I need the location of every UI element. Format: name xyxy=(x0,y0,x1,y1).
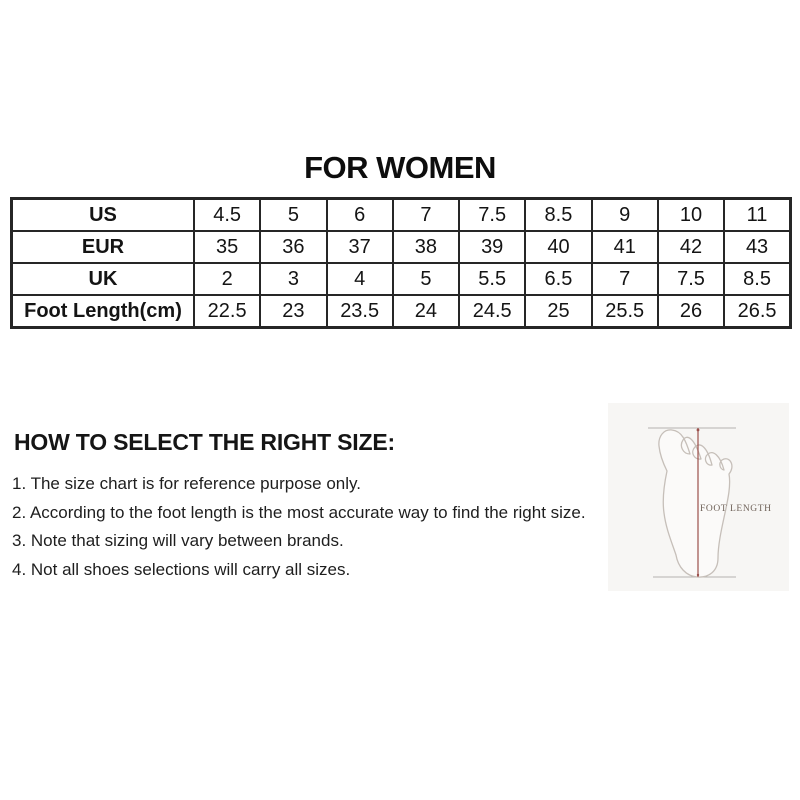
page-title: FOR WOMEN xyxy=(304,150,496,185)
size-cell: 24 xyxy=(393,295,459,328)
size-cell: 40 xyxy=(525,231,591,263)
howto-item: 3. Note that sizing will vary between brands. xyxy=(12,531,344,550)
row-header-cell: EUR xyxy=(12,231,195,263)
size-cell: 23.5 xyxy=(327,295,393,328)
size-cell: 41 xyxy=(592,231,658,263)
size-cell: 43 xyxy=(724,231,790,263)
size-cell: 37 xyxy=(327,231,393,263)
size-cell: 8.5 xyxy=(525,199,591,232)
size-cell: 25.5 xyxy=(592,295,658,328)
size-cell: 42 xyxy=(658,231,724,263)
size-cell: 36 xyxy=(260,231,326,263)
size-cell: 26 xyxy=(658,295,724,328)
howto-item: 4. Not all shoes selections will carry all sizes. xyxy=(12,559,351,579)
row-header-cell: Foot Length(cm) xyxy=(12,295,195,328)
row-header-cell: UK xyxy=(12,263,195,295)
size-cell: 11 xyxy=(724,199,790,232)
size-cell: 25 xyxy=(525,295,591,328)
size-cell: 6 xyxy=(327,199,393,232)
howto-item: 2. According to the foot length is the most accurate way to find the right size. xyxy=(12,502,586,522)
measure-line-bottom-marker xyxy=(697,574,699,576)
howto-list xyxy=(12,470,612,584)
foot-length-label: FOOT LENGTH xyxy=(700,504,772,514)
size-cell: 4 xyxy=(327,263,393,295)
foot-measurement-diagram xyxy=(608,403,789,591)
size-cell: 4.5 xyxy=(194,199,260,232)
table-row-footlength xyxy=(12,295,791,328)
size-cell: 26.5 xyxy=(724,295,790,328)
size-cell: 3 xyxy=(260,263,326,295)
table-row-us xyxy=(12,199,791,232)
table-row-uk xyxy=(12,263,791,295)
size-cell: 7 xyxy=(393,199,459,232)
size-conversion-table xyxy=(10,197,792,329)
size-cell: 7.5 xyxy=(658,263,724,295)
size-cell: 7 xyxy=(592,263,658,295)
size-cell: 39 xyxy=(459,231,525,263)
size-cell: 5.5 xyxy=(459,263,525,295)
size-cell: 10 xyxy=(658,199,724,232)
size-cell: 7.5 xyxy=(459,199,525,232)
size-cell: 22.5 xyxy=(194,295,260,328)
size-cell: 5 xyxy=(260,199,326,232)
size-cell: 24.5 xyxy=(459,295,525,328)
size-cell: 9 xyxy=(592,199,658,232)
size-cell: 2 xyxy=(194,263,260,295)
howto-heading: HOW TO SELECT THE RIGHT SIZE: xyxy=(14,429,395,455)
size-cell: 8.5 xyxy=(724,263,790,295)
size-cell: 35 xyxy=(194,231,260,263)
howto-item: 1. The size chart is for reference purpose only. xyxy=(12,474,361,493)
size-cell: 6.5 xyxy=(525,263,591,295)
measure-line-top-marker xyxy=(697,429,700,432)
row-header-cell: US xyxy=(12,199,195,232)
foot-outline-illustration xyxy=(608,403,789,591)
table-row-eur xyxy=(12,231,791,263)
size-cell: 23 xyxy=(260,295,326,328)
size-cell: 5 xyxy=(393,263,459,295)
size-cell: 38 xyxy=(393,231,459,263)
